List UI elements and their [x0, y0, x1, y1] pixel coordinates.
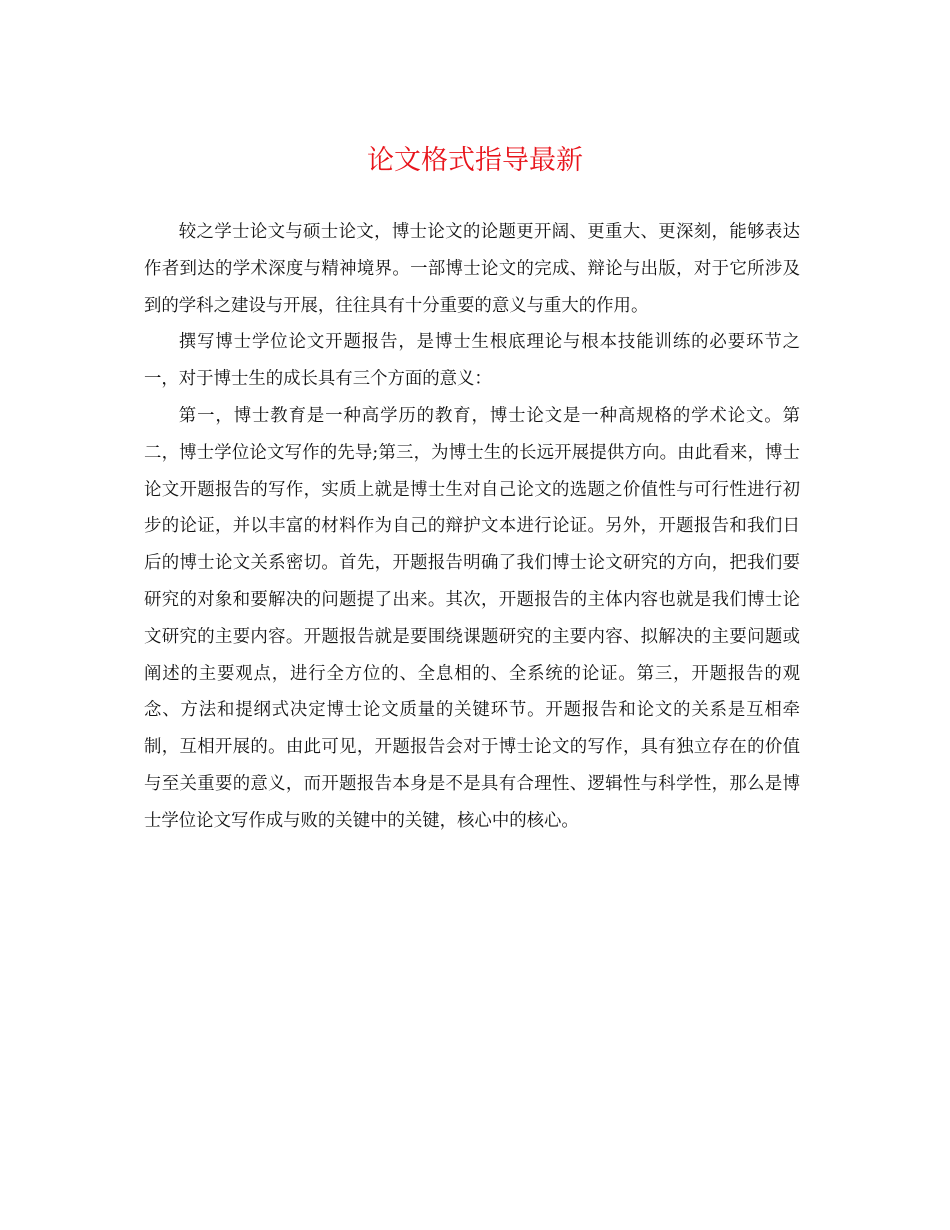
paragraph-2: 撰写博士学位论文开题报告，是博士生根底理论与根本技能训练的必要环节之一，对于博士生的成长具有三个方面的意义： — [144, 332, 800, 390]
document-body — [144, 214, 800, 840]
paragraph-3: 第一，博士教育是一种高学历的教育，博士论文是一种高规格的学术论文。第二，博士学位论文写作的先导;第三，为博士生的长远开展提供方向。由此看来，博士论文开题报告的写作，实质上就是博士生对自己论文的选题之价值性与可行性进行初步的论证，并以丰富的材料作为自己的辩护文本进行论证。另外，开题报告和我们日后的博士论文关系密切。首先，开题报告明确了我们博士论文研究的方向，把我们要研究的对象和要解决的问题提了出来。其次，开题报告的主体内容也就是我们博士论文研究的主要内容。开题报告就是要围绕课题研究的主要内容、拟解决的主要问题或阐述的主要观点，进行全方位的、全息相的、全系统的论证。第三，开题报告的观念、方法和提纲式决定博士论文质量的关键环节。开题报告和论文的关系是互相牵制，互相开展的。由此可见，开题报告会对于博士论文的写作，具有独立存在的价值与至关重要的意义，而开题报告本身是不是具有合理性、逻辑性与科学性，那么是博士学位论文写作成与败的关键中的关键，核心中的核心。 — [144, 405, 800, 831]
page-title: 论文格式指导最新 — [367, 145, 583, 176]
paragraph-1: 较之学士论文与硕士论文，博士论文的论题更开阔、更重大、更深刻，能够表达作者到达的学术深度与精神境界。一部博士论文的完成、辩论与出版，对于它所涉及到的学科之建设与开展，往往具有十分重要的意义与重大的作用。 — [144, 222, 800, 316]
